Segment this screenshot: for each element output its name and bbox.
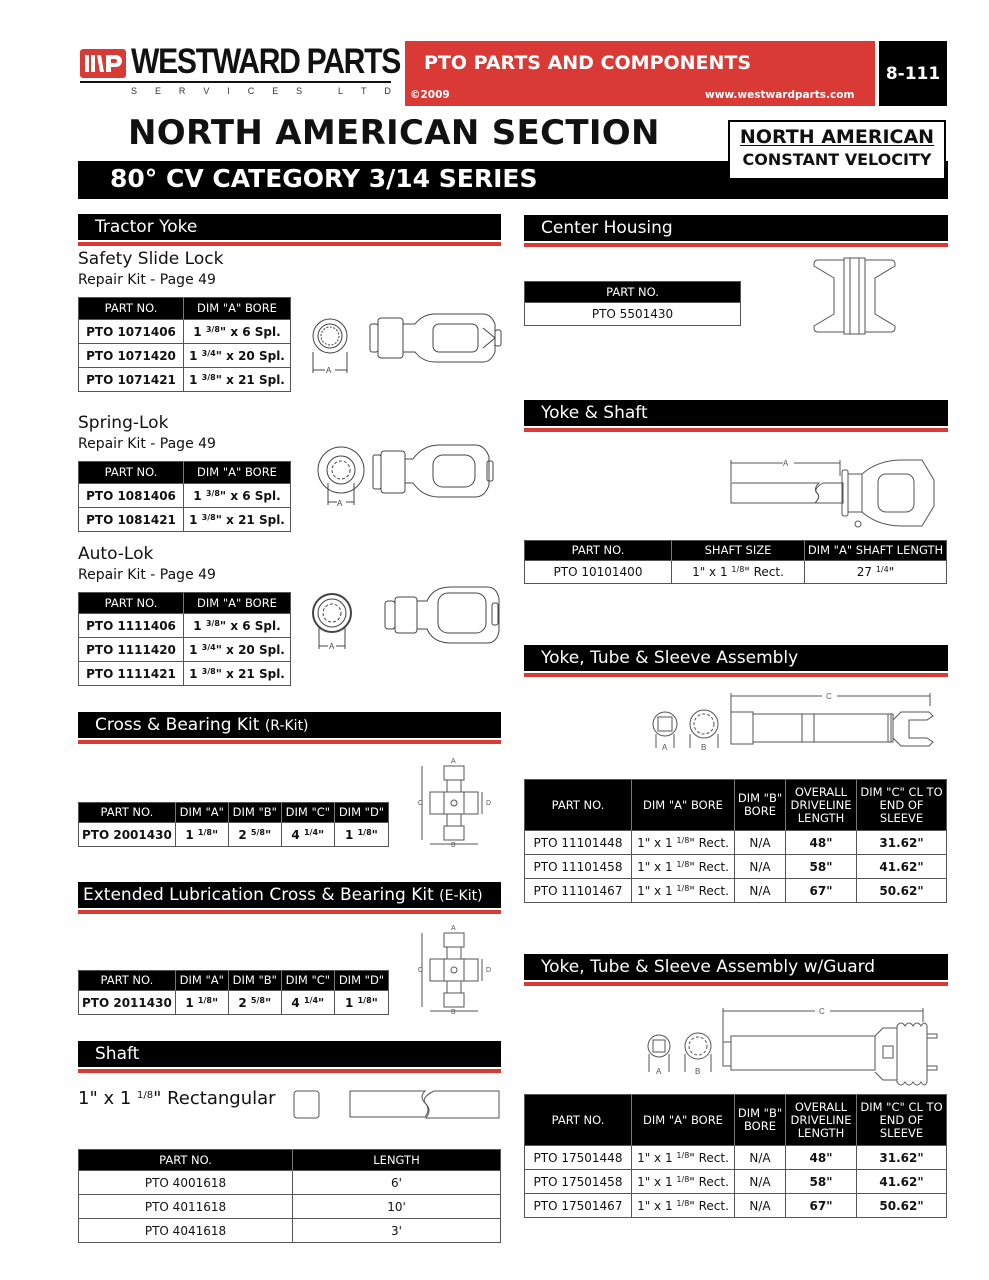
part-number: PTO 4001618: [79, 1171, 293, 1195]
col-dim-d: DIM "D": [334, 971, 388, 991]
badge-line-2: CONSTANT VELOCITY: [742, 150, 932, 169]
part-number: PTO 2011430: [79, 991, 176, 1015]
part-number: PTO 1111421: [79, 662, 184, 686]
table-row: [79, 991, 389, 1015]
length-value: 10': [293, 1195, 501, 1219]
repair-kit-note: Repair Kit - Page 49: [78, 272, 216, 288]
length-value: 6': [293, 1171, 501, 1195]
svg-text:B: B: [451, 842, 456, 849]
svg-text:B: B: [695, 1067, 701, 1076]
shaft-size-value: 1" x 1 $^{1/8}$" Rect.: [672, 561, 805, 584]
col-part-no: PART NO.: [525, 282, 741, 303]
part-number: PTO 1081406: [79, 484, 184, 508]
table-spring-lok: [78, 461, 291, 532]
table-row: [79, 638, 291, 662]
yoke-shaft-drawing: [728, 456, 943, 531]
table-row: [79, 662, 291, 686]
cross-bearing-r-kit-drawing: [420, 758, 505, 850]
col-overall-length: OVERALL DRIVELINE LENGTH: [786, 1095, 857, 1146]
table-row: [525, 1170, 947, 1194]
col-dim-c: DIM "C" CL TO END OF SLEEVE: [857, 780, 947, 831]
page-number: 8-111: [879, 41, 947, 106]
dim-d-value: 1 $^{1/8}$": [334, 991, 388, 1015]
section-bar-center-housing: [524, 215, 948, 247]
dim-c-value: 41.62": [857, 855, 947, 879]
table-row: [79, 344, 291, 368]
series-title: 80° CV CATEGORY 3/14 SERIES: [110, 164, 538, 193]
col-part-no: PART NO.: [79, 462, 184, 484]
table-ext-cross-bearing: [78, 970, 389, 1015]
col-part-no: PART NO.: [79, 1150, 293, 1171]
col-part-no: PART NO.: [525, 780, 632, 831]
table-row: [79, 1195, 501, 1219]
length-value: 3': [293, 1219, 501, 1243]
col-dim-d: DIM "D": [334, 803, 388, 823]
section-bar-yoke-tube-sleeve: [524, 645, 948, 677]
svg-text:C: C: [819, 1007, 825, 1016]
group-title-auto-lok: Auto-Lok: [78, 544, 154, 564]
svg-text:A: A: [783, 459, 789, 468]
shaft-length-value: 27 $^{1/4}$": [805, 561, 947, 584]
dim-a-value: 1" x 1 $^{1/8}$" Rect.: [632, 831, 735, 855]
table-yoke-tube-sleeve: [524, 779, 947, 903]
col-dim-b-bore: DIM "B" BORE: [735, 1095, 786, 1146]
col-dim-b: DIM "B": [228, 971, 281, 991]
dim-b-value: N/A: [735, 1194, 786, 1218]
table-yoke-shaft: [524, 540, 947, 584]
bore-value: 1 $^{3/4}$" x 20 Spl.: [184, 344, 291, 368]
repair-kit-note: Repair Kit - Page 49: [78, 436, 216, 452]
svg-text:B: B: [701, 743, 707, 752]
bore-value: 1 $^{3/8}$" x 6 Spl.: [184, 320, 291, 344]
svg-text:A: A: [662, 743, 668, 752]
part-number: PTO 4011618: [79, 1195, 293, 1219]
overall-length-value: 67": [786, 879, 857, 903]
repair-kit-note: Repair Kit - Page 49: [78, 567, 216, 583]
svg-text:B: B: [451, 1009, 456, 1016]
col-dim-c: DIM "C": [281, 971, 334, 991]
svg-text:C: C: [418, 800, 424, 807]
overall-length-value: 58": [786, 1170, 857, 1194]
table-row: [79, 320, 291, 344]
table-row: [79, 823, 389, 847]
table-row: [79, 614, 291, 638]
group-title-spring-lok: Spring-Lok: [78, 413, 169, 433]
dim-a-value: 1" x 1 $^{1/8}$" Rect.: [632, 879, 735, 903]
section-bar-yoke-shaft: [524, 400, 948, 432]
table-row: [525, 303, 741, 326]
col-part-no: PART NO.: [79, 298, 184, 320]
section-title-ext-cross-bearing: Extended Lubrication Cross & Bearing Kit (E-Kit): [83, 885, 483, 905]
part-number: PTO 10101400: [525, 561, 672, 584]
part-number: PTO 1071420: [79, 344, 184, 368]
col-dim-a-bore: DIM "A" BORE: [184, 462, 291, 484]
table-row: [525, 855, 947, 879]
dim-b-value: N/A: [735, 1146, 786, 1170]
col-dim-a-bore: DIM "A" BORE: [632, 1095, 735, 1146]
overall-length-value: 48": [786, 1146, 857, 1170]
overall-length-value: 58": [786, 855, 857, 879]
svg-text:A: A: [337, 499, 343, 508]
table-yoke-tube-sleeve-guard: [524, 1094, 947, 1218]
col-dim-a-bore: DIM "A" BORE: [632, 780, 735, 831]
col-dim-a-bore: DIM "A" BORE: [184, 593, 291, 614]
section-bar-tractor-yoke: [78, 214, 501, 246]
part-number: PTO 11101458: [525, 855, 632, 879]
part-number: PTO 1111406: [79, 614, 184, 638]
cross-bearing-e-kit-drawing: [420, 925, 505, 1017]
table-row: [525, 1194, 947, 1218]
yoke-tube-sleeve-drawing: [652, 690, 937, 752]
col-length: LENGTH: [293, 1150, 501, 1171]
col-dim-c: DIM "C": [281, 803, 334, 823]
table-row: [79, 1171, 501, 1195]
svg-text:A: A: [326, 366, 332, 375]
section-title: NORTH AMERICAN SECTION: [128, 113, 660, 153]
col-part-no: PART NO.: [525, 541, 672, 561]
table-center-housing: [524, 281, 741, 326]
bore-value: 1 $^{3/8}$" x 6 Spl.: [184, 614, 291, 638]
col-dim-b: DIM "B": [228, 803, 281, 823]
section-bar-yoke-tube-sleeve-guard: [524, 954, 948, 986]
dim-a-value: 1 $^{1/8}$": [175, 823, 228, 847]
dim-b-value: 2 $^{5/8}$": [228, 991, 281, 1015]
part-number: PTO 11101448: [525, 831, 632, 855]
part-number: PTO 5501430: [525, 303, 741, 326]
svg-text:A: A: [451, 758, 456, 765]
dim-a-value: 1 $^{1/8}$": [175, 991, 228, 1015]
rectangular-shaft-drawing: [292, 1089, 502, 1121]
section-title-tractor-yoke: Tractor Yoke: [95, 217, 198, 237]
group-title-safety-slide-lock: Safety Slide Lock: [78, 249, 224, 269]
dim-c-value: 50.62": [857, 1194, 947, 1218]
dim-c-value: 4 $^{1/4}$": [281, 991, 334, 1015]
table-row: [525, 831, 947, 855]
dim-a-value: 1" x 1 $^{1/8}$" Rect.: [632, 1146, 735, 1170]
logo-subtitle: S E R V I C E S L T D: [131, 86, 391, 96]
dim-b-value: N/A: [735, 831, 786, 855]
part-number: PTO 1081421: [79, 508, 184, 532]
dim-d-value: 1 $^{1/8}$": [334, 823, 388, 847]
section-title-yoke-tube-sleeve: Yoke, Tube & Sleeve Assembly: [541, 648, 799, 668]
badge-line-1: NORTH AMERICAN: [739, 126, 935, 148]
logo-mark: [80, 49, 126, 78]
overall-length-value: 48": [786, 831, 857, 855]
section-bar-cross-bearing: [78, 712, 501, 744]
section-bar-shaft: [78, 1041, 501, 1073]
col-dim-a: DIM "A": [175, 803, 228, 823]
website-link[interactable]: www.westwardparts.com: [705, 89, 855, 101]
table-safety-slide-lock: [78, 297, 291, 392]
dim-c-value: 31.62": [857, 1146, 947, 1170]
col-dim-a-bore: DIM "A" BORE: [184, 298, 291, 320]
svg-text:D: D: [486, 967, 492, 974]
table-row: [525, 1146, 947, 1170]
dim-a-value: 1" x 1 $^{1/8}$" Rect.: [632, 1170, 735, 1194]
logo-wordmark: WESTWARD PARTS: [131, 42, 401, 81]
col-part-no: PART NO.: [79, 593, 184, 614]
part-number: PTO 2001430: [79, 823, 176, 847]
overall-length-value: 67": [786, 1194, 857, 1218]
col-part-no: PART NO.: [79, 803, 176, 823]
dim-b-value: N/A: [735, 855, 786, 879]
part-number: PTO 17501458: [525, 1170, 632, 1194]
dim-c-value: 50.62": [857, 879, 947, 903]
section-title-shaft: Shaft: [95, 1044, 140, 1064]
table-cross-bearing: [78, 802, 389, 847]
svg-text:C: C: [826, 692, 832, 701]
shaft-profile: 1" x 1 $^{1/8}$" Rectangular: [78, 1088, 276, 1109]
dim-a-value: 1" x 1 $^{1/8}$" Rect.: [632, 855, 735, 879]
wp-logo-icon: [80, 49, 126, 78]
bore-value: 1 $^{3/4}$" x 20 Spl.: [184, 638, 291, 662]
section-title-cross-bearing: Cross & Bearing Kit (R-Kit): [95, 715, 309, 735]
table-row: [79, 1219, 501, 1243]
auto-lok-yoke-drawing: [310, 585, 505, 657]
dim-c-value: 31.62": [857, 831, 947, 855]
table-row: [79, 484, 291, 508]
svg-text:A: A: [656, 1067, 662, 1076]
bore-value: 1 $^{3/8}$" x 6 Spl.: [184, 484, 291, 508]
bore-value: 1 $^{3/8}$" x 21 Spl.: [184, 662, 291, 686]
col-shaft-size: SHAFT SIZE: [672, 541, 805, 561]
copyright: ©2009: [410, 89, 450, 101]
dim-c-value: 4 $^{1/4}$": [281, 823, 334, 847]
part-number: PTO 1071406: [79, 320, 184, 344]
col-dim-a-shaft-length: DIM "A" SHAFT LENGTH: [805, 541, 947, 561]
dim-a-value: 1" x 1 $^{1/8}$" Rect.: [632, 1194, 735, 1218]
svg-text:D: D: [486, 800, 492, 807]
logo-rule: [80, 81, 391, 83]
section-title-yoke-shaft: Yoke & Shaft: [541, 403, 648, 423]
part-number: PTO 17501467: [525, 1194, 632, 1218]
table-row: [79, 368, 291, 392]
table-shaft: [78, 1149, 501, 1243]
category-title: PTO PARTS AND COMPONENTS: [424, 52, 752, 74]
section-title-center-housing: Center Housing: [541, 218, 673, 238]
spring-lok-yoke-drawing: [313, 445, 508, 515]
dim-b-value: N/A: [735, 1170, 786, 1194]
part-number: PTO 11101467: [525, 879, 632, 903]
part-number: PTO 1071421: [79, 368, 184, 392]
bore-value: 1 $^{3/8}$" x 21 Spl.: [184, 368, 291, 392]
part-number: PTO 4041618: [79, 1219, 293, 1243]
col-part-no: PART NO.: [525, 1095, 632, 1146]
yoke-tube-sleeve-guard-drawing: [645, 1000, 945, 1076]
col-dim-a: DIM "A": [175, 971, 228, 991]
svg-text:A: A: [451, 925, 456, 932]
table-row: [525, 561, 947, 584]
center-housing-drawing: [812, 258, 897, 334]
dim-b-value: 2 $^{5/8}$": [228, 823, 281, 847]
col-overall-length: OVERALL DRIVELINE LENGTH: [786, 780, 857, 831]
dim-b-value: N/A: [735, 879, 786, 903]
svg-text:A: A: [329, 642, 335, 651]
section-bar-ext-cross-bearing: [78, 882, 501, 914]
dim-c-value: 41.62": [857, 1170, 947, 1194]
table-auto-lok: [78, 592, 291, 686]
col-dim-b-bore: DIM "B" BORE: [735, 780, 786, 831]
category-badge: [728, 120, 946, 180]
col-part-no: PART NO.: [79, 971, 176, 991]
col-dim-c: DIM "C" CL TO END OF SLEEVE: [857, 1095, 947, 1146]
safety-slide-lock-yoke-drawing: [305, 310, 505, 380]
part-number: PTO 1111420: [79, 638, 184, 662]
table-row: [525, 879, 947, 903]
table-row: [79, 508, 291, 532]
svg-text:C: C: [418, 967, 424, 974]
bore-value: 1 $^{3/8}$" x 21 Spl.: [184, 508, 291, 532]
part-number: PTO 17501448: [525, 1146, 632, 1170]
section-title-yoke-tube-sleeve-guard: Yoke, Tube & Sleeve Assembly w/Guard: [541, 957, 876, 977]
